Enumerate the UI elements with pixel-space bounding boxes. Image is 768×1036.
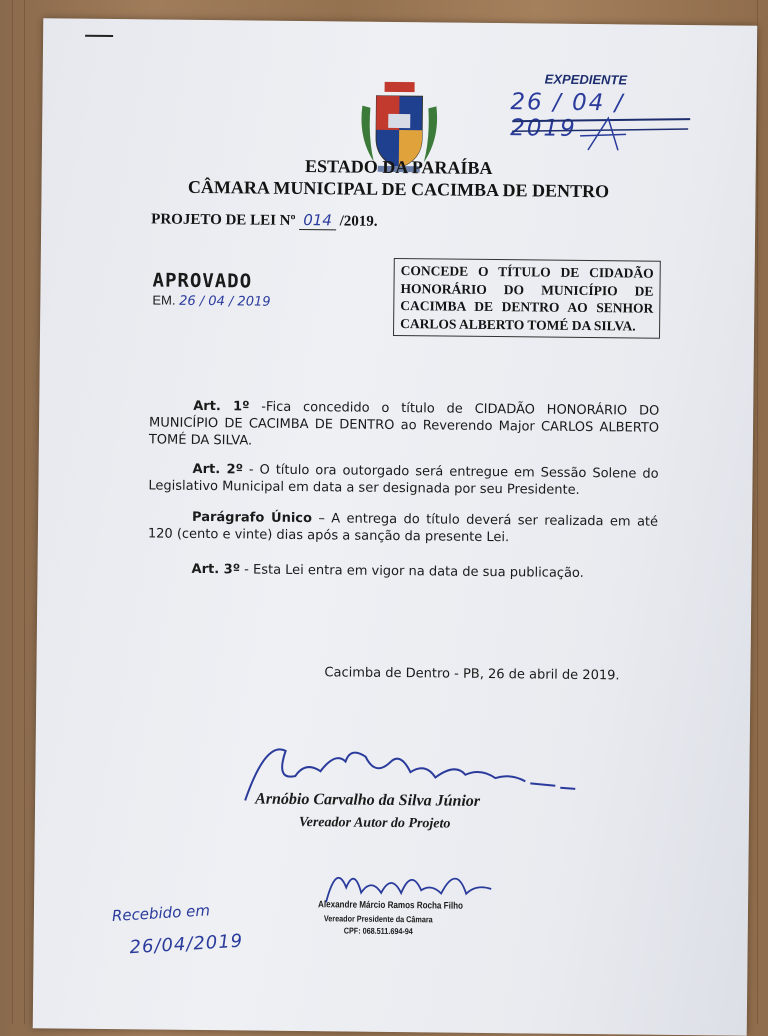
approved-date-line <box>152 292 270 309</box>
projeto-prefix: PROJETO DE LEI Nº <box>151 211 300 229</box>
received-note-date: 26/04/2019 <box>128 930 244 959</box>
header-state: ESTADO DA PARAÍBA <box>304 156 493 179</box>
article-1-label: Art. 1º <box>193 398 250 415</box>
author-role: Vereador Autor do Projeto <box>298 815 451 832</box>
projeto-number: 014 <box>299 211 336 230</box>
projeto-de-lei-line <box>151 209 378 230</box>
place-date-line: Cacimba de Dentro - PB, 26 de abril de 2019. <box>324 665 620 684</box>
ementa-box: CONCEDE O TÍTULO DE CIDADÃO HONORÁRIO DO MUNICÍPIO DE CACIMBA DE DENTRO AO SENHOR CARLOS ALBERTO TOMÉ DA SILVA. <box>393 258 661 339</box>
president-cpf: CPF: 068.511.694-94 <box>343 925 413 937</box>
president-name: Alexandre Márcio Ramos Rocha Filho <box>317 899 464 912</box>
expediente-stamp <box>510 69 691 161</box>
article-3 <box>147 560 657 582</box>
president-role: Vereador Presidente da Câmara <box>323 913 433 925</box>
article-1 <box>149 397 660 453</box>
expediente-date: 26 / 04 / 2019 <box>510 89 625 142</box>
expediente-label: EXPEDIENTE <box>544 71 628 88</box>
approved-stamp: APROVADO <box>152 269 253 293</box>
paragrafo-unico-text: – A entrega do título deverá ser realizada em até 120 (cento e vinte) dias após a sanção da presente Lei. <box>147 511 659 546</box>
paragrafo-unico-label: Parágrafo Único <box>192 509 313 527</box>
received-note-label: Recebido em <box>111 901 211 926</box>
expediente-strike-icon <box>510 69 691 161</box>
article-2 <box>148 460 658 499</box>
article-2-label: Art. 2º <box>192 461 244 478</box>
approved-date: 26 / 04 / 2019 <box>179 293 271 310</box>
approved-em-label: EM. <box>152 292 176 308</box>
author-name: Arnóbio Carvalho da Silva Júnior <box>255 790 481 810</box>
projeto-suffix: /2019. <box>335 213 378 230</box>
header-chamber: CÂMARA MUNICIPAL DE CACIMBA DE DENTRO <box>187 176 610 202</box>
article-3-label: Art. 3º <box>191 561 241 578</box>
article-2-text: - O título ora outorgado será entregue em Sessão Solene do Legislativo Municipal em data a ser designada por seu Presidente. <box>148 462 659 498</box>
article-3-text: - Esta Lei entra em vigor na data de sua publicação. <box>239 562 584 581</box>
paragrafo-unico <box>148 508 658 547</box>
document-page <box>33 18 758 1035</box>
margin-dash <box>85 35 113 37</box>
article-1-text: -Fica concedido o título de CIDADÃO HONORÁRIO DO MUNICÍPIO DE CACIMBA DE DENTRO ao Reverendo Major CARLOS ALBERTO TOMÉ DA SILVA. <box>148 399 660 449</box>
